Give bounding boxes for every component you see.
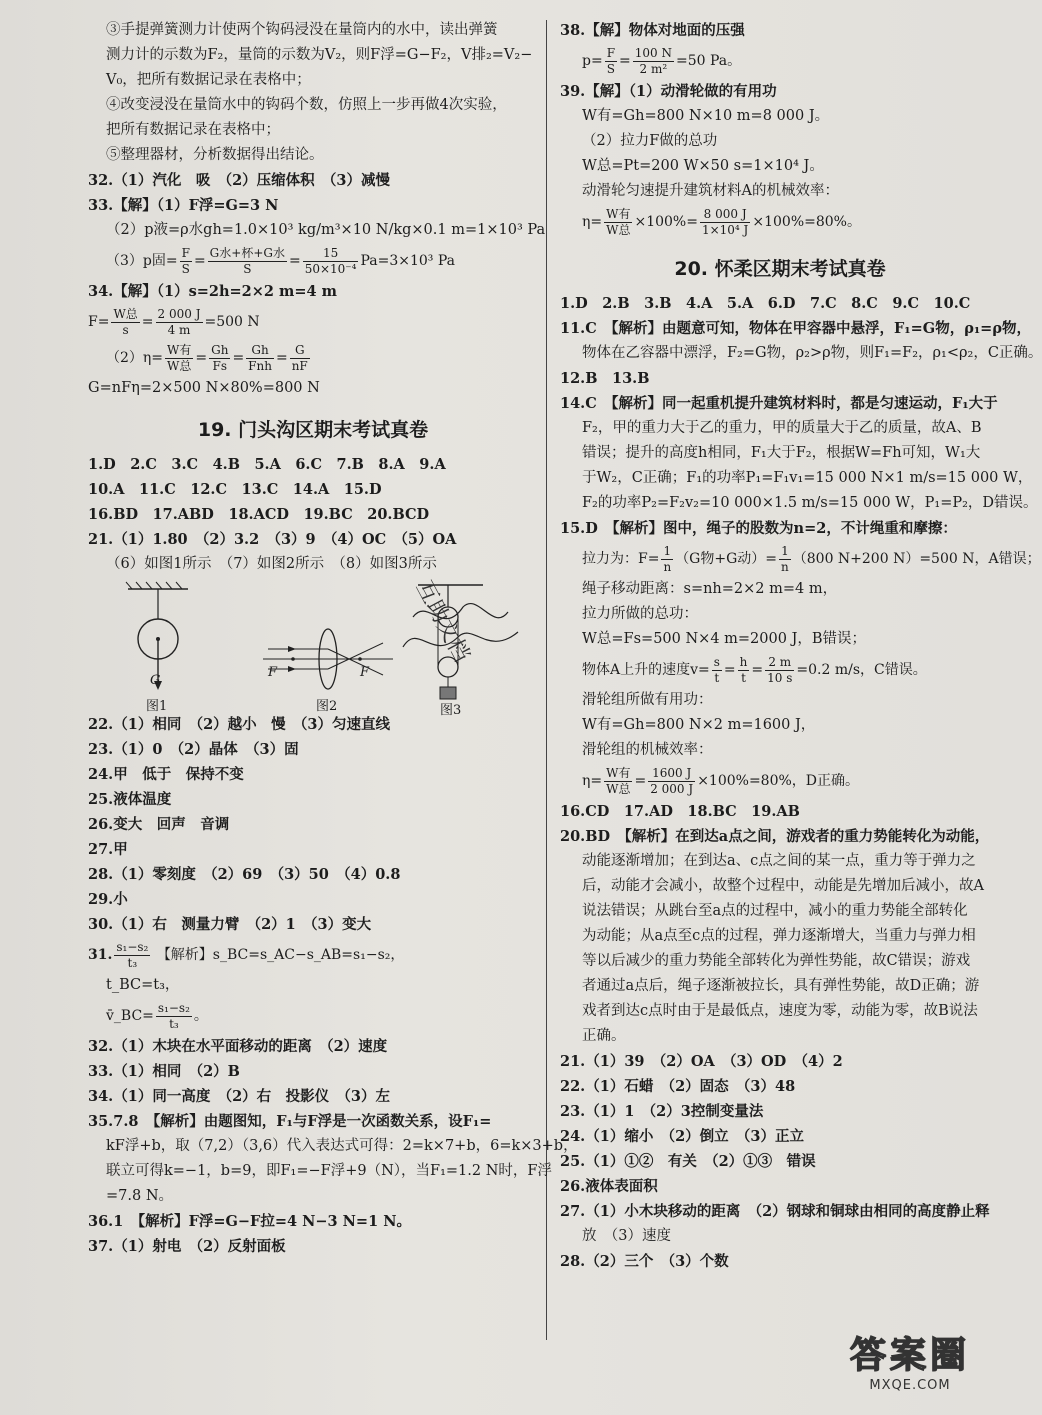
text-line: 联立可得k=−1，b=9，即F₁=−F浮+9（N），当F₁=1.2 N时，F浮 bbox=[106, 1163, 552, 1179]
answer-11: 11.C 【解析】由题意可知，物体在甲容器中悬浮，F₁=G物，ρ₁=ρ物， bbox=[560, 320, 1031, 337]
denominator: 10 s bbox=[767, 670, 793, 685]
eq-text: 31. bbox=[88, 947, 113, 963]
eq-text: ×100%=80%，D正确。 bbox=[697, 773, 860, 789]
answer-39: 39.【解】（1）动滑轮做的有用功 bbox=[560, 83, 777, 100]
numerator: 1 bbox=[661, 544, 673, 560]
numerator: 8 000 J bbox=[700, 207, 750, 223]
text-line: F₂的功率P₂=F₂v₂=10 000×1.5 m/s=15 000 W，P₁=P₂，D错误。 bbox=[582, 495, 1038, 511]
fraction bbox=[604, 766, 632, 797]
denominator: Fs bbox=[212, 358, 228, 373]
text-line: 动能逐渐增加；在到达a、c点之间的某一点，重力等于弹力之 bbox=[582, 853, 976, 869]
fraction bbox=[738, 655, 750, 686]
denominator: W总 bbox=[606, 781, 631, 796]
section-title-20: 20. 怀柔区期末考试真卷 bbox=[674, 258, 886, 280]
text-line: 者通过a点后，绳子逐渐被拉长，具有弹性势能，故D正确；游 bbox=[582, 978, 980, 994]
equation-15-3: η= $\frac{\text{W有}}{\text{W总}}$ = $\frac{1600 J}{2 000 J}$ ×100%=80%，D正确。 bbox=[582, 765, 860, 796]
answer-33: 33.【解】（1）F浮=G=3 N bbox=[88, 197, 279, 214]
text-line: G=nFη=2×500 N×80%=800 N bbox=[88, 380, 320, 396]
answer-35: 35.7.8 【解析】由题图知，F₁与F浮是一次函数关系，设F₁= bbox=[88, 1113, 492, 1130]
handwritten-stamp: 互助文档 bbox=[410, 576, 474, 667]
fraction bbox=[605, 46, 617, 77]
fraction bbox=[779, 544, 791, 575]
text-line: 后，动能才会减小，故整个过程中，动能是先增加后减小，故A bbox=[582, 878, 984, 894]
denominator: S bbox=[181, 261, 190, 276]
equation-31 bbox=[88, 998, 538, 1034]
equation-38: p= $\frac{F}{S}$ = $\frac{100 N}{\text{2 m²}}$ =50 Pa。 bbox=[582, 45, 742, 76]
text-line: ⑤整理器材，分析数据得出结论。 bbox=[106, 147, 324, 163]
answer-32: 32.（1）汽化 吸 （2）压缩体积 （3）减慢 bbox=[88, 172, 390, 189]
eq-text: 【解析】s_BC=s_AC−s_AB=s₁−s₂， bbox=[156, 947, 405, 963]
eq-text: （3）p固= bbox=[106, 253, 178, 269]
watermark-url: MXQE.COM bbox=[869, 1378, 951, 1393]
answers-row: 16.CD 17.AD 18.BC 19.AB bbox=[560, 803, 800, 820]
text-line: =7.8 N。 bbox=[106, 1188, 174, 1204]
answer-34: 34.【解】（1）s=2h=2×2 m=4 m bbox=[88, 283, 338, 300]
equation-34-2: （2）η= $\frac{\text{W有}}{\text{W总}}$ = $\frac{Gh}{Fs}$ = $\frac{Gh}{\text{Fnh}}$ = $\frac{G}{nF}$ bbox=[106, 342, 308, 373]
eq-text: （G物+G动）= bbox=[675, 551, 778, 567]
text-line: 为动能；从a点至c点的过程，弹力逐渐增大，当重力与弹力相 bbox=[582, 928, 976, 944]
answer-24: 24.（1）缩小 （2）倒立 （3）正立 bbox=[560, 1128, 804, 1145]
equation-15-1 bbox=[560, 541, 1041, 577]
answer-36: 36.1 【解析】F浮=G−F拉=4 N−3 N=1 N。 bbox=[88, 1213, 411, 1230]
answer-14: 14.C 【解析】同一起重机提升建筑材料时，都是匀速运动，F₁大于 bbox=[560, 395, 998, 412]
answers-row: 1.D 2.B 3.B 4.A 5.A 6.D 7.C 8.C 9.C 10.C bbox=[560, 295, 971, 312]
answer-32b: 32.（1）木块在水平面移动的距离 （2）速度 bbox=[88, 1038, 388, 1055]
answers-row: 1.D 2.C 3.C 4.B 5.A 6.C 7.B 8.A 9.A bbox=[88, 456, 446, 473]
figure-caption-3: 图3 bbox=[440, 703, 462, 718]
numerator: W有 bbox=[167, 342, 192, 357]
text-line: kF浮+b，取（7,2）（3,6）代入表达式可得：2=k×7+b，6=k×3+b， bbox=[106, 1138, 578, 1154]
answer-28: 28.（1）零刻度 （2）69 （3）50 （4）0.8 bbox=[88, 866, 401, 883]
denominator: n bbox=[663, 559, 672, 574]
text-line: 动滑轮匀速提升建筑材料A的机械效率： bbox=[582, 183, 839, 199]
denominator: s bbox=[122, 322, 129, 337]
denominator: t₃ bbox=[127, 955, 138, 970]
figure-caption-1: 图1 bbox=[146, 699, 168, 714]
text-line: W总=Fs=500 N×4 m=2000 J，B错误； bbox=[582, 631, 867, 647]
fraction bbox=[700, 207, 750, 238]
fraction bbox=[180, 246, 192, 277]
answer-29: 29.小 bbox=[88, 891, 128, 908]
text-line: 正确。 bbox=[582, 1028, 626, 1044]
denominator: 2 000 J bbox=[650, 781, 694, 796]
answer-34b: 34.（1）同一高度 （2）右 投影仪 （3）左 bbox=[88, 1088, 390, 1105]
answers-row: 10.A 11.C 12.C 13.C 14.A 15.D bbox=[88, 481, 382, 498]
denominator: 50×10⁻⁴ bbox=[304, 261, 357, 276]
section-title-19: 19. 门头沟区期末考试真卷 bbox=[197, 419, 429, 441]
numerator: W有 bbox=[606, 765, 631, 780]
denominator: n bbox=[781, 559, 789, 574]
numerator: W总 bbox=[113, 306, 138, 321]
numerator: 1 bbox=[779, 544, 791, 560]
answer-26: 26.变大 回声 音调 bbox=[88, 816, 230, 833]
eq-text: （2）η= bbox=[106, 350, 164, 366]
fraction bbox=[208, 246, 287, 277]
eq-text: Pa=3×10³ Pa bbox=[360, 253, 455, 269]
text-line: 拉力所做的总功： bbox=[582, 606, 698, 622]
numerator: s bbox=[713, 654, 720, 669]
eq-text: v̄_BC= bbox=[106, 1008, 154, 1024]
fraction bbox=[114, 940, 150, 971]
text-line: 于W₂，C正确；F₁的功率P₁=F₁v₁=15 000 N×1 m/s=15 000 W， bbox=[582, 470, 1033, 486]
text-line: V₀，把所有数据记录在表格中； bbox=[106, 72, 311, 88]
eq-text: η= bbox=[582, 773, 603, 789]
denominator: nF bbox=[291, 358, 308, 373]
answer-26: 26.液体表面积 bbox=[560, 1178, 658, 1195]
fraction bbox=[661, 544, 673, 575]
numerator: G bbox=[290, 343, 310, 359]
text-line: W总=Pt=200 W×50 s=1×10⁴ J。 bbox=[582, 158, 824, 174]
eq-text: 物体A上升的速度v= bbox=[582, 662, 710, 678]
equation-33-3: （3）p固= $\frac{F}{S}$ = $\frac{\text{G水+杯+G水}}{S}$ = $\frac{15}{\text{50×10⁻⁴}}$ Pa=3×10³ Pa bbox=[106, 245, 455, 276]
numerator: 2 m bbox=[765, 655, 794, 671]
answer-38: 38.【解】物体对地面的压强 bbox=[560, 22, 745, 39]
answer-25: 25.液体温度 bbox=[88, 791, 172, 808]
text-line: 错误；提升的高度h相同，F₁大于F₂，根据W=Fh可知，W₁大 bbox=[582, 445, 981, 461]
answer-28: 28.（2）三个 （3）个数 bbox=[560, 1253, 729, 1270]
answer-23: 23.（1）0 （2）晶体 （3）固 bbox=[88, 741, 299, 758]
eq-text: ×100%= bbox=[634, 214, 698, 230]
text-line: W有=Gh=800 N×2 m=1600 J， bbox=[582, 717, 816, 733]
eq-text: 拉力为：F= bbox=[582, 551, 660, 567]
text-line: 把所有数据记录在表格中； bbox=[106, 122, 280, 138]
answer-22: 22.（1）相同 （2）越小 慢 （3）匀速直线 bbox=[88, 716, 390, 733]
denominator: 1×10⁴ J bbox=[701, 222, 749, 237]
watermark-text: 答案圈 bbox=[849, 1335, 970, 1376]
eq-text: =50 Pa。 bbox=[675, 53, 742, 69]
fraction bbox=[765, 655, 794, 686]
answer-15: 15.D 【解析】图中，绳子的股数为n=2，不计绳重和摩擦： bbox=[560, 520, 957, 537]
text-line: F₂，甲的重力大于乙的重力，甲的质量大于乙的质量，故A、B bbox=[582, 420, 982, 436]
denominator: W总 bbox=[167, 358, 192, 373]
answer-27: 27.甲 bbox=[88, 841, 128, 858]
eq-text: p= bbox=[582, 53, 603, 69]
answer-30: 30.（1）右 测量力臂 （2）1 （3）变大 bbox=[88, 916, 372, 933]
equation-39 bbox=[560, 204, 1000, 240]
numerator: 15 bbox=[303, 246, 359, 262]
answer-23: 23.（1）1 （2）3控制变量法 bbox=[560, 1103, 764, 1120]
text-line: 滑轮组所做有用功： bbox=[582, 692, 713, 708]
eq-text: =0.2 m/s，C错误。 bbox=[796, 662, 927, 678]
text-line: ④改变浸没在量筒水中的钩码个数，仿照上一步再做4次实验， bbox=[106, 97, 507, 113]
numerator: Gh bbox=[211, 342, 229, 357]
eq-text: 。 bbox=[193, 1008, 208, 1024]
eq-text: η= bbox=[582, 214, 603, 230]
denominator: Fnh bbox=[248, 358, 272, 373]
text-line: （2）p液=ρ水gh=1.0×10³ kg/m³×10 N/kg×0.1 m=1×10³ Pa bbox=[106, 222, 546, 238]
fraction bbox=[156, 307, 203, 338]
answer-25: 25.（1）①② 有关 （2）①③ 错误 bbox=[560, 1153, 816, 1170]
eq-text: F= bbox=[88, 314, 110, 330]
answer-24: 24.甲 低于 保持不变 bbox=[88, 766, 244, 783]
numerator: s₁−s₂ bbox=[116, 939, 149, 954]
equation-15-2: 物体A上升的速度v= $\frac{s}{t}$ = $\frac{h}{t}$ = $\frac{2 m}{10 s}$ =0.2 m/s，C错误。 bbox=[582, 654, 927, 685]
denominator: t bbox=[714, 670, 720, 685]
numerator: Gh bbox=[246, 343, 274, 359]
numerator: 2 000 J bbox=[157, 306, 201, 321]
eq-text: ×100%=80%。 bbox=[752, 214, 861, 230]
text-line: t_BC=t₃， bbox=[106, 977, 180, 993]
eq-text: =500 N bbox=[204, 314, 260, 330]
denominator: t₃ bbox=[169, 1016, 179, 1031]
fraction bbox=[111, 307, 139, 338]
denominator: W总 bbox=[606, 222, 631, 237]
answer-22: 22.（1）石蜡 （2）固态 （3）48 bbox=[560, 1078, 796, 1095]
right-column bbox=[560, 18, 1042, 1274]
equation-34-1: F= $\frac{\text{W总}}{s}$ = $\frac{2 000 J}{4 m}$ =500 N bbox=[88, 306, 260, 337]
answer-27: 27.（1）小木块移动的距离 （2）钢球和铜球由相同的高度静止释 bbox=[560, 1203, 990, 1220]
figure-label-g: G bbox=[150, 673, 161, 688]
answer-31 bbox=[88, 937, 538, 973]
fraction bbox=[156, 1001, 192, 1032]
numerator: F bbox=[181, 245, 190, 260]
answers-row: 16.BD 17.ABD 18.ACD 19.BC 20.BCD bbox=[88, 506, 430, 523]
figure-label-f: F bbox=[360, 665, 370, 680]
denominator: 2 m² bbox=[639, 61, 668, 76]
fraction bbox=[712, 655, 722, 686]
fraction bbox=[648, 766, 695, 797]
answer-21: 21.（1）39 （2）OA （3）OD （4）2 bbox=[560, 1053, 843, 1070]
text-line: （2）拉力F做的总功 bbox=[582, 133, 718, 149]
answer-20: 20.BD 【解析】在到达a点之间，游戏者的重力势能转化为动能， bbox=[560, 828, 990, 845]
text-line: W有=Gh=800 N×10 m=8 000 J。 bbox=[582, 108, 830, 124]
numerator: h bbox=[739, 654, 748, 669]
answer-37: 37.（1）射电 （2）反射面板 bbox=[88, 1238, 286, 1255]
numerator: s₁−s₂ bbox=[157, 1000, 190, 1015]
denominator: 4 m bbox=[167, 322, 191, 337]
numerator: W有 bbox=[606, 206, 631, 221]
numerator: 1600 J bbox=[648, 766, 695, 782]
text-line: 放 （3）速度 bbox=[582, 1228, 671, 1244]
fraction bbox=[633, 46, 674, 77]
numerator: G水+杯+G水 bbox=[209, 245, 285, 260]
numerator: F bbox=[606, 45, 616, 60]
answer-12: 12.B 13.B bbox=[560, 370, 650, 387]
text-line: 物体在乙容器中漂浮，F₂=G物，ρ₂>ρ物，则F₁=F₂，ρ₁<ρ₂，C正确。 bbox=[582, 345, 1042, 361]
answer-21: 21.（1）1.80 （2）3.2 （3）9 （4）OC （5）OA bbox=[88, 531, 457, 548]
text-line: （6）如图1所示 （7）如图2所示 （8）如图3所示 bbox=[106, 556, 437, 572]
fraction bbox=[209, 343, 230, 374]
denominator: t bbox=[741, 670, 746, 685]
text-line: 绳子移动距离：s=nh=2×2 m=4 m， bbox=[582, 581, 838, 597]
numerator: 100 N bbox=[634, 45, 672, 60]
text-line: 等以后减少的重力势能全部转化为弹性势能，故C错误；游戏 bbox=[582, 953, 971, 969]
fraction bbox=[303, 246, 359, 277]
fraction bbox=[290, 343, 310, 374]
eq-text: （800 N+200 N）=500 N，A错误； bbox=[792, 551, 1041, 567]
answer-33b: 33.（1）相同 （2）B bbox=[88, 1063, 240, 1080]
denominator: S bbox=[243, 261, 252, 276]
figure-label-f: F bbox=[268, 665, 278, 680]
denominator: S bbox=[606, 61, 615, 76]
text-line: ③手提弹簧测力计使两个钩码浸没在量筒内的水中，读出弹簧 bbox=[106, 22, 498, 38]
text-line: 滑轮组的机械效率： bbox=[582, 742, 713, 758]
fraction bbox=[165, 343, 193, 374]
fraction bbox=[604, 207, 632, 238]
watermark-logo bbox=[850, 1327, 970, 1393]
text-line: 说法错误；从跳台至a点的过程中，减小的重力势能全部转化 bbox=[582, 903, 968, 919]
figure-caption-2: 图2 bbox=[316, 699, 338, 714]
text-line: 戏者到达c点时由于是最低点，速度为零，动能为零，故B说法 bbox=[582, 1003, 978, 1019]
fraction bbox=[246, 343, 274, 374]
text-line: 测力计的示数为F₂，量筒的示数为V₂，则F浮=G−F₂，V排₂=V₂− bbox=[106, 47, 533, 63]
